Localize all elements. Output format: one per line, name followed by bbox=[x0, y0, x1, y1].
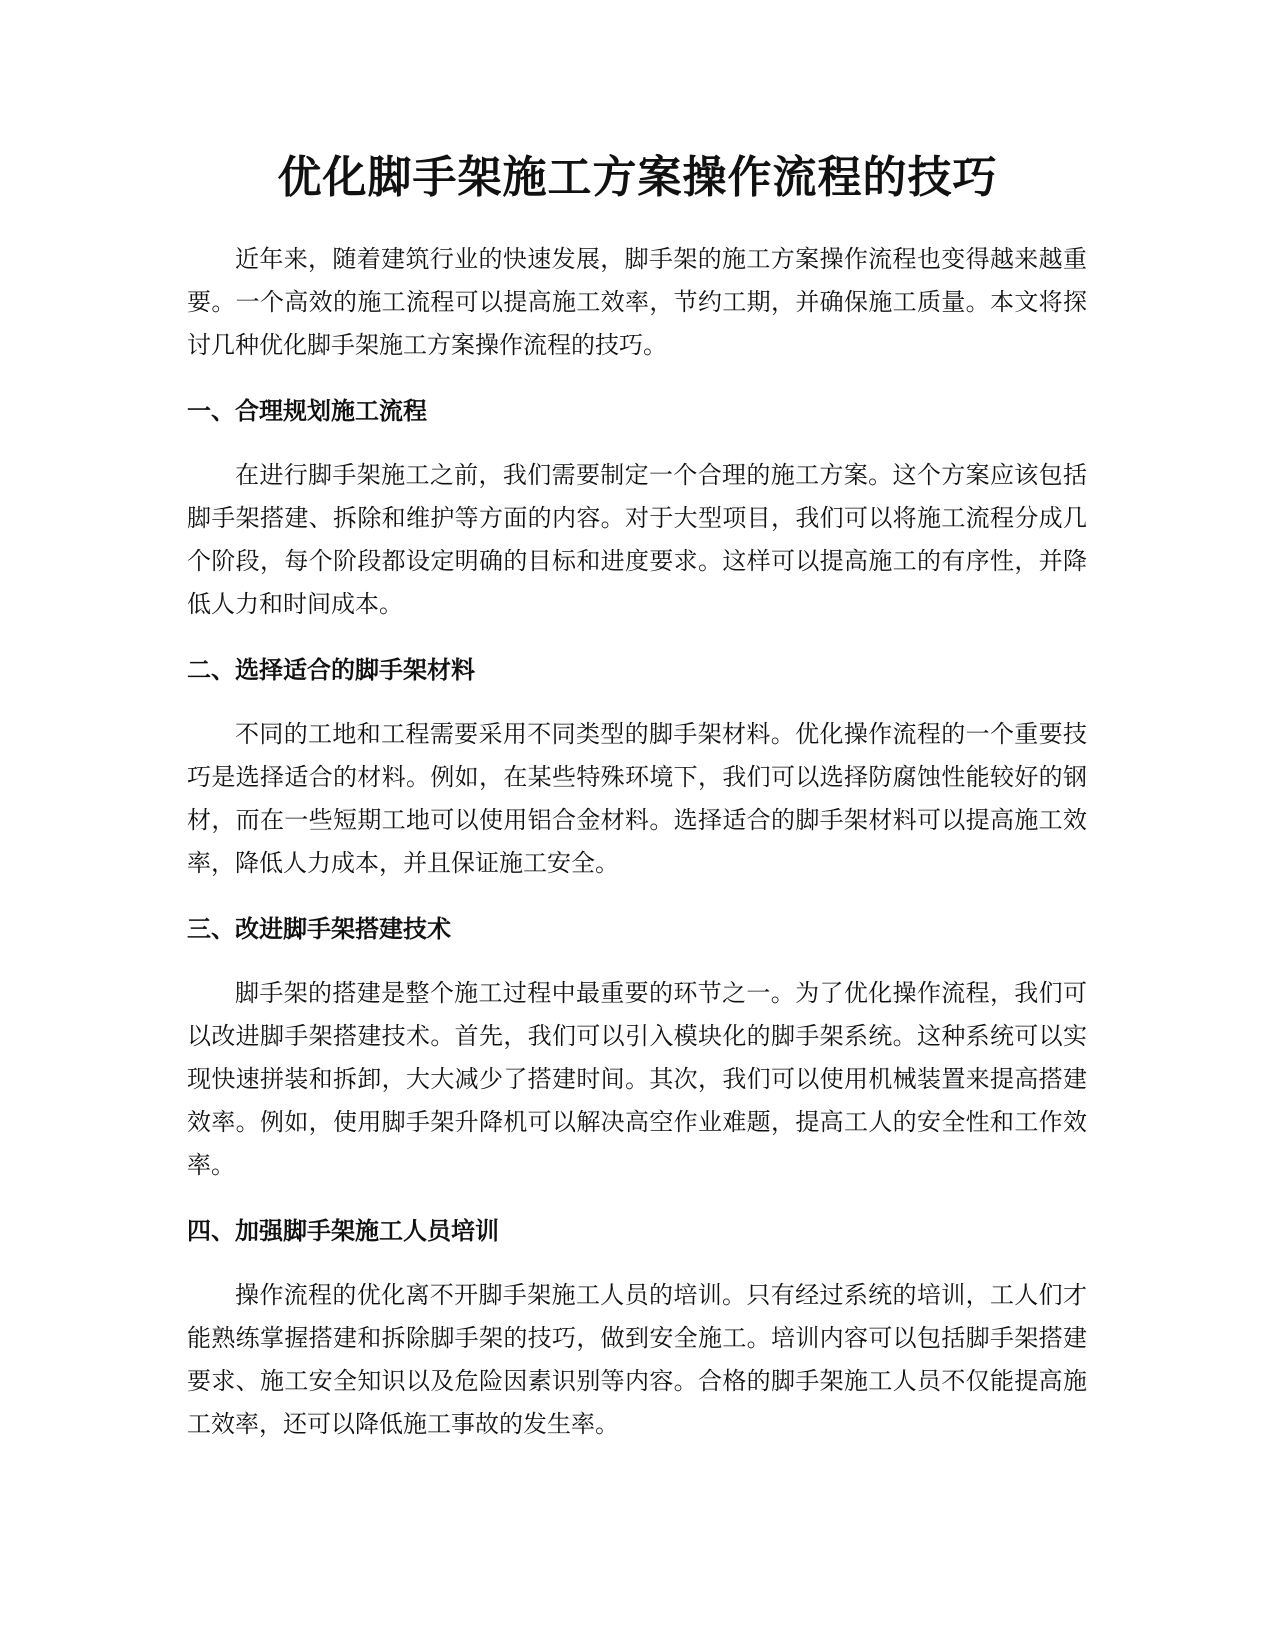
section-paragraph: 不同的工地和工程需要采用不同类型的脚手架材料。优化操作流程的一个重要技巧是选择适合的材料。例如，在某些特殊环境下，我们可以选择防腐蚀性能较好的钢材，而在一些短期工地可以使用铝合金材料。选择适合的脚手架材料可以提高施工效率，降低人力成本，并且保证施工安全。 bbox=[187, 720, 1087, 877]
section-heading: 二、选择适合的脚手架材料 bbox=[187, 656, 475, 684]
intro-paragraph: 近年来，随着建筑行业的快速发展，脚手架的施工方案操作流程也变得越来越重要。一个高效的施工流程可以提高施工效率，节约工期，并确保施工质量。本文将探讨几种优化脚手架施工方案操作流程的技巧。 bbox=[187, 245, 1087, 359]
document-title: 优化脚手架施工方案操作流程的技巧 bbox=[277, 152, 998, 203]
section-heading: 一、合理规划施工流程 bbox=[187, 397, 427, 425]
section-paragraph: 操作流程的优化离不开脚手架施工人员的培训。只有经过系统的培训，工人们才能熟练掌握搭建和拆除脚手架的技巧，做到安全施工。培训内容可以包括脚手架搭建要求、施工安全知识以及危险因素识别等内容。合格的脚手架施工人员不仅能提高施工效率，还可以降低施工事故的发生率。 bbox=[187, 1281, 1087, 1438]
section-heading: 四、加强脚手架施工人员培训 bbox=[187, 1217, 499, 1245]
section-paragraph: 在进行脚手架施工之前，我们需要制定一个合理的施工方案。这个方案应该包括脚手架搭建、拆除和维护等方面的内容。对于大型项目，我们可以将施工流程分成几个阶段，每个阶段都设定明确的目标和进度要求。这样可以提高施工的有序性，并降低人力和时间成本。 bbox=[187, 461, 1087, 618]
section-heading: 三、改进脚手架搭建技术 bbox=[187, 915, 451, 943]
document-body bbox=[187, 238, 1087, 1446]
section-paragraph: 脚手架的搭建是整个施工过程中最重要的环节之一。为了优化操作流程，我们可以改进脚手架搭建技术。首先，我们可以引入模块化的脚手架系统。这种系统可以实现快速拼装和拆卸，大大减少了搭建时间。其次，我们可以使用机械装置来提高搭建效率。例如，使用脚手架升降机可以解决高空作业难题，提高工人的安全性和工作效率。 bbox=[187, 979, 1087, 1179]
